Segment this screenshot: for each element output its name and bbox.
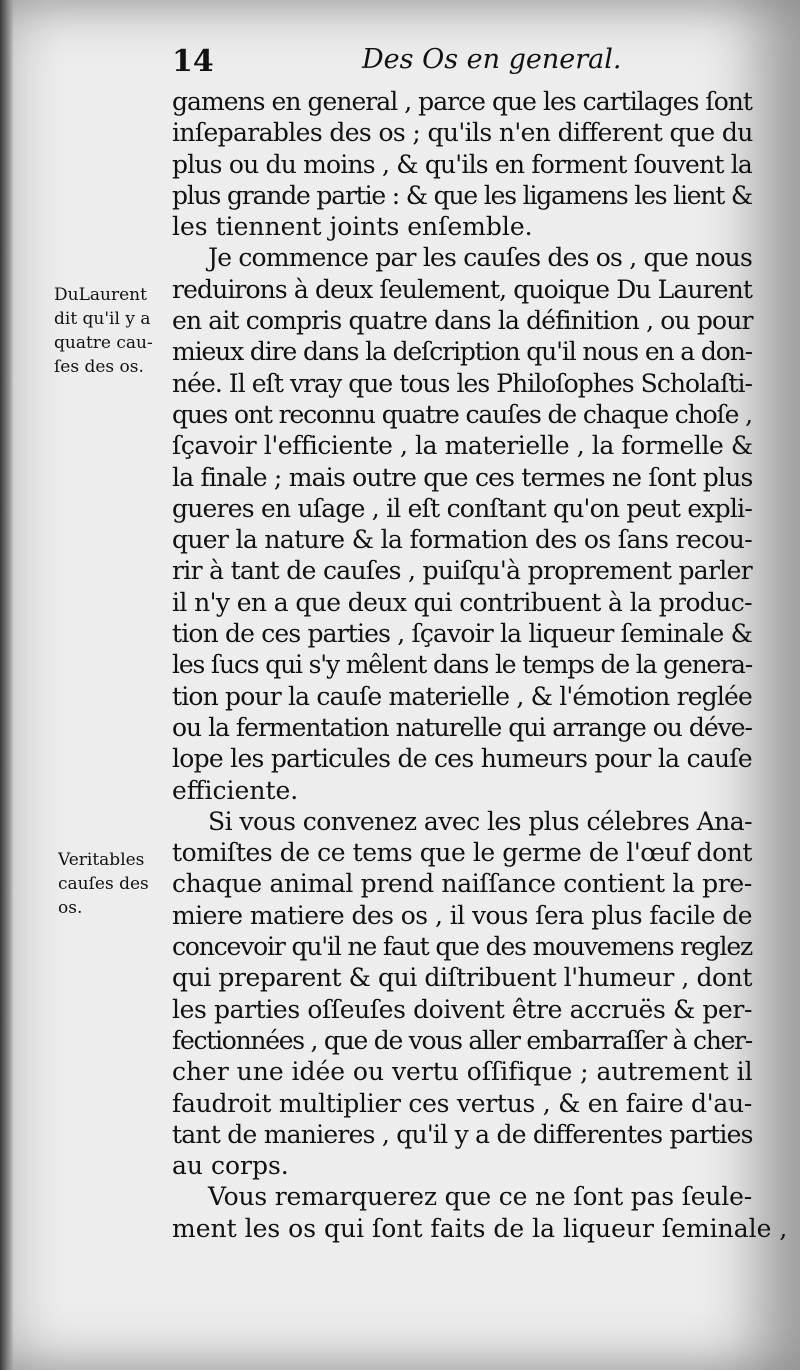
paragraph-causes	[172, 242, 752, 805]
text-line: née. Il eſt vray que tous les Philoſophes Scholaſti-	[172, 368, 752, 398]
margin-note-veritables-causes	[58, 848, 176, 920]
margin-note-line: ſes des os.	[54, 357, 144, 377]
text-line: efficiente.	[172, 775, 299, 805]
margin-note-line: Veritables	[58, 850, 145, 870]
page-number: 14	[172, 44, 214, 79]
text-line: rir à tant de cauſes , puiſqu'à proprement parler	[172, 556, 752, 586]
text-line: les tiennent joints enſemble.	[172, 212, 533, 242]
text-line: gueres en uſage , il eſt conſtant qu'on peut expli-	[172, 493, 752, 523]
text-line: gamens en general , parce que les cartilages ſont	[172, 87, 752, 116]
margin-note-line: DuLaurent	[54, 285, 147, 305]
text-line: tomiſtes de ce tems que le germe de l'œuf dont	[172, 838, 752, 868]
text-line: ques ont reconnu quatre cauſes de chaque choſe ,	[172, 399, 752, 429]
text-line: mieux dire dans la deſcription qu'il nous en a don-	[172, 337, 752, 367]
margin-note-line: os.	[58, 898, 83, 918]
text-line: concevoir qu'il ne faut que des mouvemens reglez	[172, 932, 752, 962]
text-line: qui preparent & qui diſtribuent l'humeur , dont	[172, 963, 752, 993]
body-text	[172, 86, 788, 1244]
text-line: en ait compris quatre dans la définition , ou pour	[172, 306, 753, 336]
text-line: plus grande partie : & que les ligamens les lient &	[172, 180, 752, 210]
text-line: ſçavoir l'efficiente , la materielle , la formelle &	[172, 431, 753, 461]
text-line: tant de manieres , qu'il y a de differentes parties	[172, 1119, 753, 1149]
text-line: la finale ; mais outre que ces termes ne ſont plus	[172, 462, 753, 492]
paragraph-final	[172, 1181, 788, 1244]
margin-note-line: cauſes des	[58, 874, 149, 894]
text-line: au corps.	[172, 1151, 289, 1181]
text-line: tion pour la cauſe materielle , & l'émotion reglée	[172, 681, 752, 711]
margin-note-line: quatre cau-	[54, 333, 153, 353]
text-line: les ſucs qui s'y mêlent dans le temps de la genera-	[172, 650, 753, 680]
text-line: chaque animal prend naiſſance contient la pre-	[172, 869, 752, 899]
text-line: reduirons à deux ſeulement, quoique Du Laurent	[172, 274, 752, 304]
text-line: Je commence par les cauſes des os , que nous	[208, 243, 753, 273]
margin-note-du-laurent	[54, 283, 172, 379]
text-line: Si vous convenez avec les plus célebres Ana-	[208, 806, 752, 836]
paragraph-continued	[172, 86, 752, 242]
text-line: lope les particules de ces humeurs pour la cauſe	[172, 744, 752, 774]
text-line: Vous remarquerez que ce ne ſont pas ſeule-	[208, 1182, 752, 1212]
text-line: les parties oſſeuſes doivent être accruës & per-	[172, 994, 752, 1024]
text-line: il n'y en a que deux qui contribuent à la produc-	[172, 587, 752, 617]
text-line: fectionnées , que de vous aller embarraſſer à cher-	[172, 1025, 752, 1055]
text-line: ou la fermentation naturelle qui arrange ou déve-	[172, 712, 752, 742]
text-line: plus ou du moins , & qu'ils en forment ſouvent la	[172, 149, 752, 179]
text-line: miere matiere des os , il vous ſera plus facile de	[172, 900, 752, 930]
text-line: tion de ces parties , ſçavoir la liqueur ſeminale &	[172, 619, 752, 649]
text-line: faudroit multiplier ces vertus , & en faire d'au-	[172, 1088, 752, 1118]
text-line: inſeparables des os ; qu'ils n'en different que du	[172, 118, 753, 148]
paragraph-anatomists	[172, 806, 752, 1182]
text-line: ment les os qui ſont faits de la liqueur ſeminale ,	[172, 1213, 788, 1243]
page-header	[172, 44, 752, 88]
margin-note-line: dit qu'il y a	[54, 309, 151, 329]
page-gutter-shadow	[0, 0, 14, 1370]
text-line: quer la nature & la formation des os ſans recou-	[172, 525, 753, 555]
running-title: Des Os en general.	[362, 44, 622, 75]
text-line: cher une idée ou vertu oſſifique ; autrement il	[172, 1057, 753, 1087]
